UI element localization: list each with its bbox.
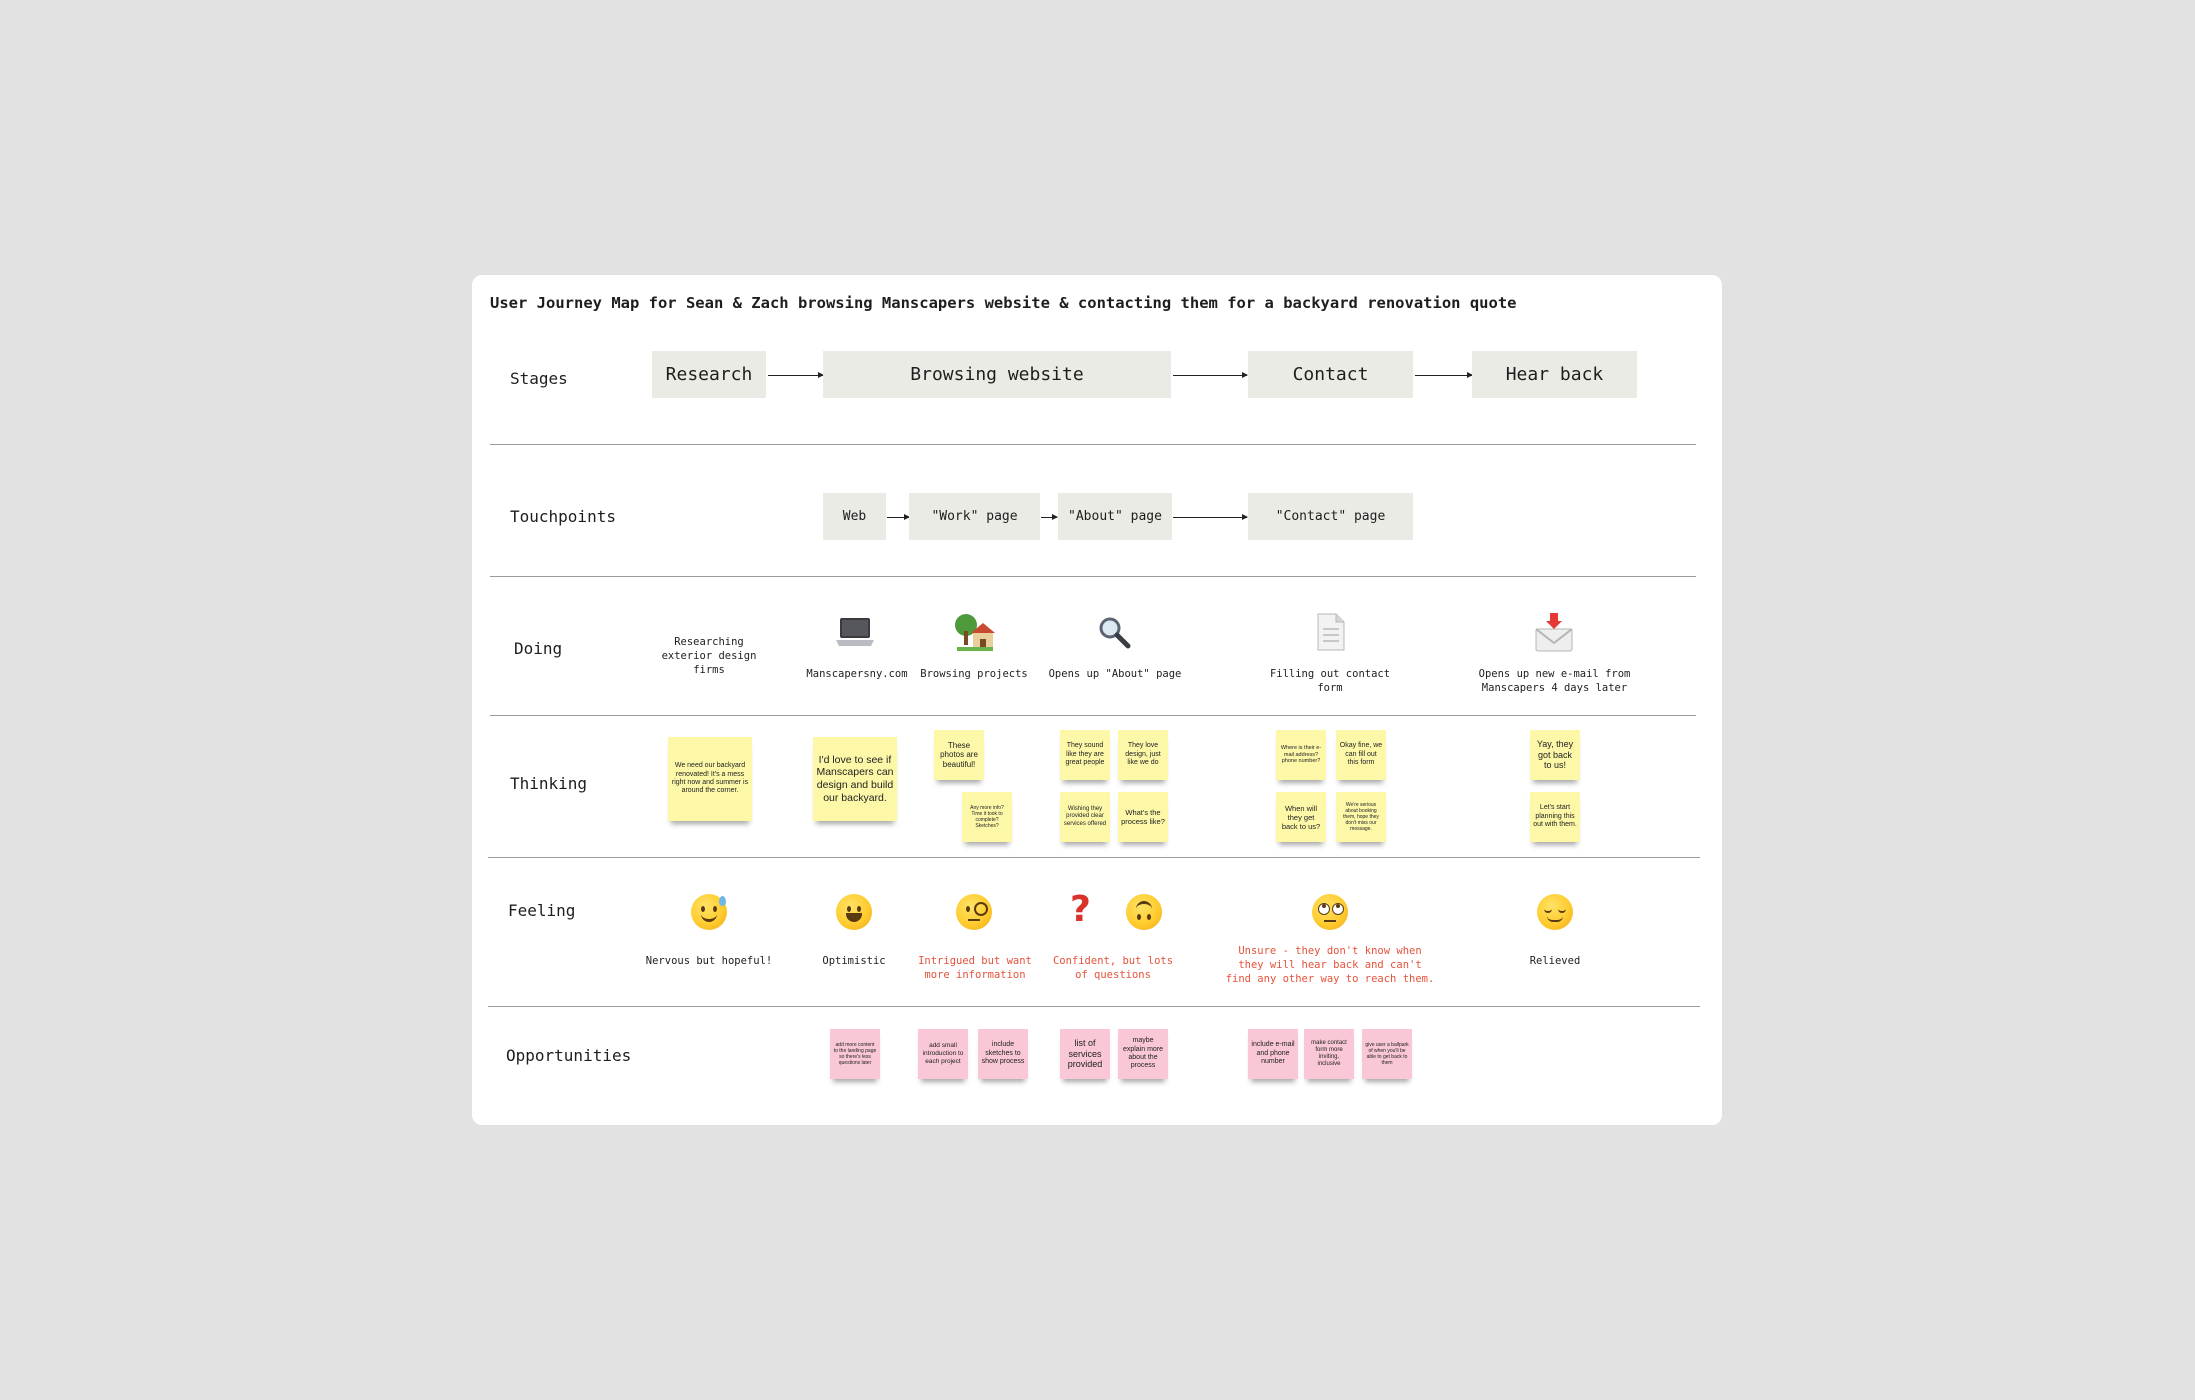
sticky-note: Any more info? Time it took to complete? Sketches? <box>962 792 1012 842</box>
row-label-thinking: Thinking <box>510 774 588 793</box>
feeling-caption: Intrigued but want more information <box>918 955 1032 981</box>
sticky-note: What's the process like? <box>1118 792 1168 842</box>
touchpoint-web: Web <box>823 493 886 540</box>
touchpoint-contact-page: "Contact" page <box>1248 493 1413 540</box>
flow-arrow <box>1173 375 1247 376</box>
opportunity-sticky: include e-mail and phone number <box>1248 1029 1298 1079</box>
sticky-note: Where is their e-mail address? phone number? <box>1276 730 1326 780</box>
grinning-sweat-face-icon <box>691 894 727 930</box>
row-divider <box>490 444 1696 445</box>
feeling-caption: Nervous but hopeful! <box>645 955 773 967</box>
row-divider <box>488 1006 1700 1007</box>
stage-box-browsing: Browsing website <box>823 351 1171 398</box>
feeling-caption: Optimistic <box>822 955 886 967</box>
monocle-face-icon <box>956 894 992 930</box>
flow-arrow <box>1173 517 1247 518</box>
stage-box-research: Research <box>652 351 766 398</box>
question-mark-icon: ? <box>1070 889 1091 930</box>
incoming-envelope-icon <box>1524 613 1584 659</box>
opportunity-sticky: include sketches to show process <box>978 1029 1028 1079</box>
row-divider <box>490 715 1696 716</box>
flow-arrow <box>887 517 909 518</box>
sticky-note: Yay, they got back to us! <box>1530 730 1580 780</box>
doing-caption-contact: Filling out contact form <box>1269 668 1391 694</box>
sticky-note: Okay fine, we can fill out this form <box>1336 730 1386 780</box>
smiley-face-icon <box>836 894 872 930</box>
feeling-caption: Unsure - they don't know when they will hear back and can't find any other way to reach them. <box>1225 945 1435 985</box>
row-label-feeling: Feeling <box>508 901 576 920</box>
touchpoint-work-page: "Work" page <box>909 493 1040 540</box>
doing-caption-site: Manscapersny.com <box>806 668 908 680</box>
opportunity-sticky: add more content to the landing page so there's less questions later <box>830 1029 880 1079</box>
eye-roll-face-icon <box>1312 894 1348 930</box>
row-label-stages: Stages <box>510 369 568 388</box>
feeling-caption: Confident, but lots of questions <box>1052 955 1174 981</box>
opportunity-sticky: add small introduction to each project <box>918 1029 968 1079</box>
opportunity-sticky: list of services provided <box>1060 1029 1110 1079</box>
row-label-touchpoints: Touchpoints <box>510 507 616 526</box>
laptop-icon <box>825 615 885 655</box>
document-icon <box>1300 612 1360 658</box>
doing-caption-projects: Browsing projects <box>920 668 1028 680</box>
flow-arrow <box>1041 517 1057 518</box>
sticky-note: Let's start planning this out with them. <box>1530 792 1580 842</box>
row-label-opportunities: Opportunities <box>506 1046 632 1065</box>
relieved-face-icon <box>1537 894 1573 930</box>
doing-caption-research: Researching exterior design firms <box>661 636 757 676</box>
page-title: User Journey Map for Sean & Zach browsing Manscapers website & contacting them for a backyard renovation quote <box>490 294 1517 312</box>
upside-down-face-icon <box>1126 894 1162 930</box>
feeling-caption: Relieved <box>1529 955 1581 967</box>
sticky-note: Wishing they provided clear services offered <box>1060 792 1110 842</box>
sticky-note: They sound like they are great people <box>1060 730 1110 780</box>
magnifying-glass-icon <box>1085 615 1145 655</box>
touchpoint-about-page: "About" page <box>1058 493 1172 540</box>
sticky-note: When will they get back to us? <box>1276 792 1326 842</box>
row-divider <box>488 857 1700 858</box>
doing-caption-hear-back: Opens up new e-mail from Manscapers 4 days later <box>1478 668 1631 694</box>
stage-box-contact: Contact <box>1248 351 1413 398</box>
journey-map-board <box>472 275 1722 1125</box>
sticky-note: We're serious about booking them, hope they don't miss our message. <box>1336 792 1386 842</box>
row-divider <box>490 576 1696 577</box>
sticky-note: These photos are beautiful! <box>934 730 984 780</box>
flow-arrow <box>768 375 823 376</box>
sticky-note: They love design, just like we do <box>1118 730 1168 780</box>
opportunity-sticky: maybe explain more about the process <box>1118 1029 1168 1079</box>
stage-box-hear-back: Hear back <box>1472 351 1637 398</box>
opportunity-sticky: make contact form more inviting, inclusive <box>1304 1029 1354 1079</box>
row-label-doing: Doing <box>514 639 563 658</box>
flow-arrow <box>1415 375 1472 376</box>
sticky-note: I'd love to see if Manscapers can design and build our backyard. <box>813 737 897 821</box>
house-with-garden-icon <box>944 613 1004 659</box>
sticky-note: We need our backyard renovated! It's a mess right now and summer is around the corner. <box>668 737 752 821</box>
opportunity-sticky: give user a ballpark of when you'll be able to get back to them <box>1362 1029 1412 1079</box>
doing-caption-about: Opens up "About" page <box>1048 668 1182 680</box>
